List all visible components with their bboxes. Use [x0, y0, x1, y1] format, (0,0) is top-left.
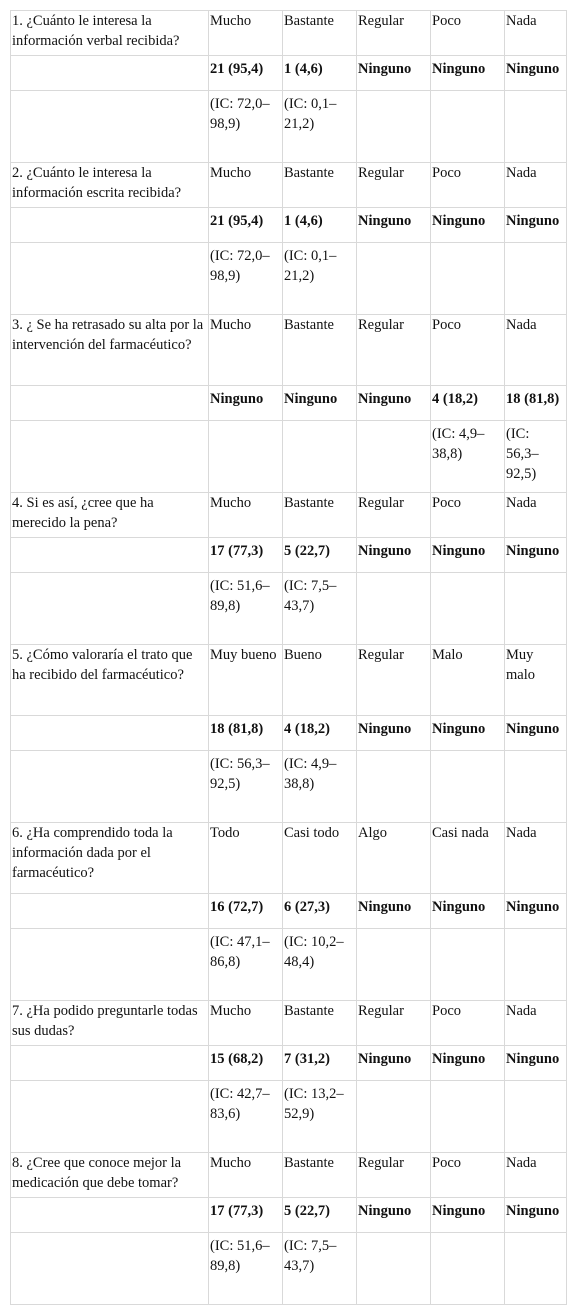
answer-option-label: Regular	[357, 493, 431, 538]
response-count-value: Ninguno	[209, 386, 283, 421]
response-count-value: 21 (95,4)	[209, 208, 283, 243]
confidence-interval-value	[505, 91, 567, 163]
response-count-value: Ninguno	[505, 208, 567, 243]
answer-option-label: Bastante	[283, 315, 357, 386]
response-count-value: Ninguno	[505, 538, 567, 573]
answer-option-label: Bastante	[283, 11, 357, 56]
question-text: 3. ¿ Se ha retrasado su alta por la intervención del farmacéutico?	[11, 315, 209, 386]
response-count-value: 4 (18,2)	[283, 716, 357, 751]
answer-option-label: Mucho	[209, 493, 283, 538]
answer-option-label: Mucho	[209, 1153, 283, 1198]
answer-option-label: Nada	[505, 163, 567, 208]
confidence-interval-value: (IC: 0,1–21,2)	[283, 91, 357, 163]
answer-option-label: Bastante	[283, 163, 357, 208]
response-count-row	[11, 894, 567, 929]
confidence-interval-value	[357, 1081, 431, 1153]
confidence-interval-value: (IC: 47,1–86,8)	[209, 929, 283, 1001]
response-count-row	[11, 1198, 567, 1233]
confidence-interval-value: (IC: 42,7–83,6)	[209, 1081, 283, 1153]
question-row	[11, 645, 567, 716]
response-count-value: 18 (81,8)	[505, 386, 567, 421]
response-count-value: 1 (4,6)	[283, 208, 357, 243]
confidence-interval-row	[11, 1081, 567, 1153]
question-row	[11, 493, 567, 538]
answer-option-label: Nada	[505, 315, 567, 386]
answer-option-label: Poco	[431, 1153, 505, 1198]
answer-option-label: Bastante	[283, 493, 357, 538]
confidence-interval-value	[505, 929, 567, 1001]
confidence-interval-row	[11, 243, 567, 315]
confidence-interval-value: (IC: 72,0–98,9)	[209, 91, 283, 163]
empty-cell	[11, 1046, 209, 1081]
confidence-interval-row	[11, 421, 567, 493]
response-count-value: 5 (22,7)	[283, 538, 357, 573]
response-count-value: 17 (77,3)	[209, 538, 283, 573]
response-count-value: 15 (68,2)	[209, 1046, 283, 1081]
response-count-value: Ninguno	[357, 1198, 431, 1233]
confidence-interval-value: (IC: 0,1–21,2)	[283, 243, 357, 315]
answer-option-label: Bueno	[283, 645, 357, 716]
survey-table-body	[11, 11, 567, 1305]
confidence-interval-value	[431, 243, 505, 315]
answer-option-label: Mucho	[209, 315, 283, 386]
response-count-value: Ninguno	[431, 56, 505, 91]
response-count-value: 18 (81,8)	[209, 716, 283, 751]
response-count-value: Ninguno	[431, 716, 505, 751]
answer-option-label: Nada	[505, 493, 567, 538]
confidence-interval-value: (IC: 51,6–89,8)	[209, 573, 283, 645]
response-count-value: Ninguno	[431, 1198, 505, 1233]
confidence-interval-value: (IC: 4,9–38,8)	[283, 751, 357, 823]
response-count-value: Ninguno	[357, 716, 431, 751]
confidence-interval-value	[505, 1081, 567, 1153]
response-count-row	[11, 716, 567, 751]
answer-option-label: Regular	[357, 1001, 431, 1046]
answer-option-label: Algo	[357, 823, 431, 894]
empty-cell	[11, 538, 209, 573]
answer-option-label: Malo	[431, 645, 505, 716]
question-text: 2. ¿Cuánto le interesa la información escrita recibida?	[11, 163, 209, 208]
response-count-value: Ninguno	[357, 1046, 431, 1081]
answer-option-label: Poco	[431, 163, 505, 208]
response-count-value: 1 (4,6)	[283, 56, 357, 91]
response-count-value: Ninguno	[431, 1046, 505, 1081]
response-count-value: Ninguno	[357, 386, 431, 421]
answer-option-label: Regular	[357, 1153, 431, 1198]
response-count-value: Ninguno	[357, 538, 431, 573]
question-text: 7. ¿Ha podido preguntarle todas sus dudas?	[11, 1001, 209, 1046]
empty-cell	[11, 573, 209, 645]
answer-option-label: Regular	[357, 315, 431, 386]
confidence-interval-value	[357, 751, 431, 823]
confidence-interval-value	[357, 243, 431, 315]
answer-option-label: Poco	[431, 11, 505, 56]
survey-results-table	[10, 10, 567, 1305]
confidence-interval-value	[431, 91, 505, 163]
confidence-interval-value	[431, 751, 505, 823]
response-count-value: 4 (18,2)	[431, 386, 505, 421]
response-count-value: Ninguno	[505, 716, 567, 751]
question-row	[11, 1153, 567, 1198]
confidence-interval-value	[431, 1233, 505, 1305]
answer-option-label: Muy malo	[505, 645, 567, 716]
confidence-interval-row	[11, 751, 567, 823]
confidence-interval-value: (IC: 4,9–38,8)	[431, 421, 505, 493]
answer-option-label: Regular	[357, 645, 431, 716]
confidence-interval-value: (IC: 51,6–89,8)	[209, 1233, 283, 1305]
question-row	[11, 315, 567, 386]
response-count-row	[11, 56, 567, 91]
confidence-interval-value	[505, 243, 567, 315]
empty-cell	[11, 386, 209, 421]
confidence-interval-value	[357, 91, 431, 163]
answer-option-label: Muy bueno	[209, 645, 283, 716]
confidence-interval-value: (IC: 56,3–92,5)	[505, 421, 567, 493]
confidence-interval-value: (IC: 72,0–98,9)	[209, 243, 283, 315]
confidence-interval-value: (IC: 7,5–43,7)	[283, 1233, 357, 1305]
question-row	[11, 11, 567, 56]
response-count-value: 6 (27,3)	[283, 894, 357, 929]
response-count-value: Ninguno	[431, 538, 505, 573]
confidence-interval-value: (IC: 10,2–48,4)	[283, 929, 357, 1001]
empty-cell	[11, 716, 209, 751]
answer-option-label: Nada	[505, 11, 567, 56]
question-text: 4. Si es así, ¿cree que ha merecido la pena?	[11, 493, 209, 538]
answer-option-label: Regular	[357, 11, 431, 56]
response-count-value: 21 (95,4)	[209, 56, 283, 91]
response-count-value: Ninguno	[431, 894, 505, 929]
response-count-value: Ninguno	[505, 894, 567, 929]
response-count-value: Ninguno	[357, 56, 431, 91]
confidence-interval-value	[431, 1081, 505, 1153]
empty-cell	[11, 1081, 209, 1153]
confidence-interval-value: (IC: 13,2–52,9)	[283, 1081, 357, 1153]
confidence-interval-value	[505, 751, 567, 823]
question-text: 5. ¿Cómo valoraría el trato que ha recibido del farmacéutico?	[11, 645, 209, 716]
response-count-value: 17 (77,3)	[209, 1198, 283, 1233]
response-count-value: 7 (31,2)	[283, 1046, 357, 1081]
confidence-interval-value	[357, 573, 431, 645]
answer-option-label: Bastante	[283, 1001, 357, 1046]
empty-cell	[11, 91, 209, 163]
answer-option-label: Mucho	[209, 11, 283, 56]
answer-option-label: Casi todo	[283, 823, 357, 894]
answer-option-label: Poco	[431, 315, 505, 386]
empty-cell	[11, 421, 209, 493]
response-count-row	[11, 1046, 567, 1081]
answer-option-label: Mucho	[209, 1001, 283, 1046]
empty-cell	[11, 929, 209, 1001]
confidence-interval-value	[357, 929, 431, 1001]
answer-option-label: Mucho	[209, 163, 283, 208]
confidence-interval-value	[431, 573, 505, 645]
empty-cell	[11, 1233, 209, 1305]
response-count-value: Ninguno	[505, 1046, 567, 1081]
answer-option-label: Casi nada	[431, 823, 505, 894]
answer-option-label: Nada	[505, 1153, 567, 1198]
answer-option-label: Todo	[209, 823, 283, 894]
empty-cell	[11, 208, 209, 243]
question-text: 1. ¿Cuánto le interesa la información verbal recibida?	[11, 11, 209, 56]
answer-option-label: Poco	[431, 1001, 505, 1046]
response-count-value: 5 (22,7)	[283, 1198, 357, 1233]
response-count-value: Ninguno	[505, 1198, 567, 1233]
answer-option-label: Regular	[357, 163, 431, 208]
confidence-interval-row	[11, 1233, 567, 1305]
question-row	[11, 1001, 567, 1046]
confidence-interval-row	[11, 929, 567, 1001]
confidence-interval-value: (IC: 7,5–43,7)	[283, 573, 357, 645]
confidence-interval-value	[431, 929, 505, 1001]
answer-option-label: Bastante	[283, 1153, 357, 1198]
question-row	[11, 163, 567, 208]
answer-option-label: Poco	[431, 493, 505, 538]
question-text: 6. ¿Ha comprendido toda la información dada por el farmacéutico?	[11, 823, 209, 894]
confidence-interval-row	[11, 573, 567, 645]
response-count-row	[11, 208, 567, 243]
response-count-value: Ninguno	[357, 208, 431, 243]
empty-cell	[11, 243, 209, 315]
empty-cell	[11, 1198, 209, 1233]
response-count-value: Ninguno	[357, 894, 431, 929]
empty-cell	[11, 894, 209, 929]
confidence-interval-value	[357, 1233, 431, 1305]
answer-option-label: Nada	[505, 1001, 567, 1046]
empty-cell	[11, 56, 209, 91]
response-count-value: Ninguno	[283, 386, 357, 421]
response-count-value: Ninguno	[431, 208, 505, 243]
answer-option-label: Nada	[505, 823, 567, 894]
confidence-interval-value	[209, 421, 283, 493]
confidence-interval-value	[357, 421, 431, 493]
confidence-interval-row	[11, 91, 567, 163]
confidence-interval-value	[283, 421, 357, 493]
response-count-row	[11, 386, 567, 421]
response-count-value: Ninguno	[505, 56, 567, 91]
question-text: 8. ¿Cree que conoce mejor la medicación que debe tomar?	[11, 1153, 209, 1198]
confidence-interval-value: (IC: 56,3–92,5)	[209, 751, 283, 823]
confidence-interval-value	[505, 573, 567, 645]
response-count-value: 16 (72,7)	[209, 894, 283, 929]
question-row	[11, 823, 567, 894]
response-count-row	[11, 538, 567, 573]
empty-cell	[11, 751, 209, 823]
confidence-interval-value	[505, 1233, 567, 1305]
